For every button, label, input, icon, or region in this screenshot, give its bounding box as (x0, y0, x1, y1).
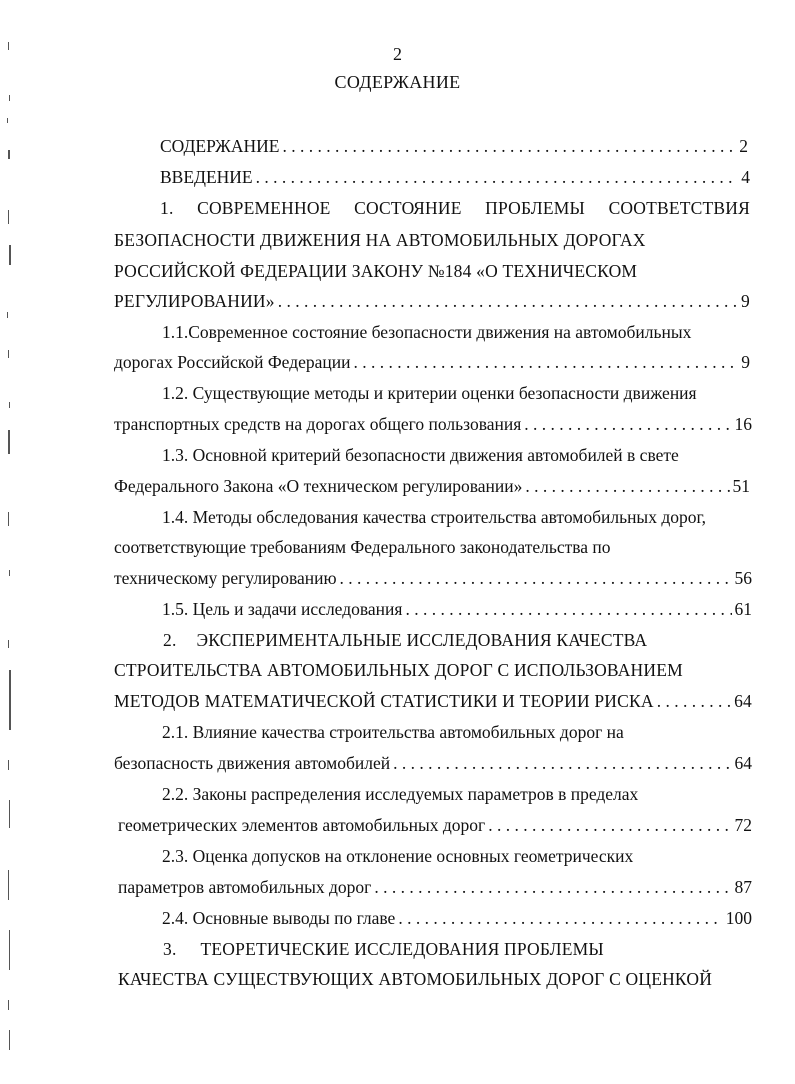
leader-dots (405, 597, 731, 621)
toc-page-number: 4 (741, 167, 750, 187)
toc-entry-text: соответствующие требованиям Федерального законодательства по (114, 537, 611, 557)
toc-entry-text: Федерального Закона «О техническом регулировании» (114, 476, 523, 496)
toc-entry-text: ВВЕДЕНИЕ (160, 167, 253, 187)
toc-entry-text: 2.4. Основные выводы по главе (162, 908, 396, 928)
toc-entry-text: геометрических элементов автомобильных дорог (118, 815, 486, 835)
toc-section-1-4-line-2[interactable] (114, 535, 611, 559)
toc-section-2-2-line-1[interactable] (162, 782, 638, 806)
toc-entry-text: 2.1. Влияние качества строительства автомобильных дорог на (162, 722, 624, 742)
leader-dots (374, 875, 731, 899)
toc-entry-text: транспортных средств на дорогах общего пользования (114, 414, 522, 434)
toc-chapter-1-line-2[interactable] (114, 228, 646, 252)
toc-chapter-2-line-3[interactable] (114, 689, 752, 713)
toc-entry-contents[interactable] (160, 134, 748, 158)
leader-dots (340, 566, 732, 590)
chapter-word: СОВРЕМЕННОЕ (197, 198, 331, 218)
toc-section-2-3-line-1[interactable] (162, 844, 633, 868)
toc-chapter-2-line-1[interactable] (163, 628, 647, 652)
chapter-word: СООТВЕТСТВИЯ (608, 198, 750, 218)
toc-section-2-1-line-1[interactable] (162, 720, 624, 744)
chapter-word: СОСТОЯНИЕ (354, 198, 462, 218)
toc-chapter-2-line-2[interactable] (114, 658, 683, 682)
leader-dots (524, 412, 731, 436)
toc-section-2-3-line-2[interactable] (118, 875, 752, 899)
toc-page-number: 100 (725, 908, 752, 928)
toc-entry-text: ЭКСПЕРИМЕНТАЛЬНЫЕ ИССЛЕДОВАНИЯ КАЧЕСТВА (196, 630, 648, 650)
toc-entry-text: 1.4. Методы обследования качества строительства автомобильных дорог, (162, 507, 707, 527)
toc-entry-text: БЕЗОПАСНОСТИ ДВИЖЕНИЯ НА АВТОМОБИЛЬНЫХ ДОРОГАХ (114, 230, 646, 250)
toc-page-number: 56 (734, 568, 752, 588)
toc-section-2-4[interactable] (162, 906, 752, 930)
toc-page-number: 61 (734, 599, 752, 619)
toc-entry-text: 2.2. Законы распределения исследуемых параметров в пределах (162, 784, 639, 804)
leader-dots (488, 813, 731, 837)
toc-chapter-3-line-1[interactable] (163, 937, 604, 961)
chapter-number: 3. (163, 939, 177, 959)
toc-page-number: 64 (734, 691, 752, 711)
leader-dots (278, 289, 738, 313)
toc-page-number: 2 (739, 136, 748, 156)
toc-page-number: 9 (741, 291, 750, 311)
page-number: 2 (393, 44, 402, 64)
toc-section-2-2-line-2[interactable] (118, 813, 752, 837)
leader-dots (525, 474, 729, 498)
toc-page-number: 16 (734, 414, 752, 434)
scan-edge-specks (0, 0, 30, 1079)
leader-dots (354, 350, 739, 374)
toc-entry-text: 1.1.Современное состояние безопасности движения на автомобильных (162, 322, 692, 342)
page-title: СОДЕРЖАНИЕ (334, 72, 461, 92)
toc-chapter-1-line-1[interactable] (160, 196, 750, 220)
toc-section-1-1-line-1[interactable] (162, 320, 691, 344)
toc-section-1-3-line-1[interactable] (162, 443, 679, 467)
toc-entry-text: 1.2. Существующие методы и критерии оценки безопасности движения (162, 383, 697, 403)
toc-page-number: 51 (732, 476, 750, 496)
toc-chapter-1-line-4[interactable] (114, 289, 750, 313)
toc-section-1-5[interactable] (162, 597, 752, 621)
toc-entry-text: дорогах Российской Федерации (114, 352, 351, 372)
leader-dots (657, 689, 731, 713)
toc-entry-text: РОССИЙСКОЙ ФЕДЕРАЦИИ ЗАКОНУ №184 «О ТЕХНИЧЕСКОМ (114, 261, 638, 281)
toc-entry-text: 2.3. Оценка допусков на отклонение основных геометрических (162, 846, 634, 866)
toc-entry-text: 1.5. Цель и задачи исследования (162, 599, 403, 619)
toc-section-1-2-line-2[interactable] (114, 412, 752, 436)
leader-dots (398, 906, 722, 930)
toc-entry-text: безопасность движения автомобилей (114, 753, 391, 773)
toc-entry-text: СТРОИТЕЛЬСТВА АВТОМОБИЛЬНЫХ ДОРОГ С ИСПОЛЬЗОВАНИЕМ (114, 660, 683, 680)
toc-entry-text: МЕТОДОВ МАТЕМАТИЧЕСКОЙ СТАТИСТИКИ И ТЕОРИИ РИСКА (114, 691, 654, 711)
toc-entry-text: техническому регулированию (114, 568, 337, 588)
toc-entry-text: ТЕОРЕТИЧЕСКИЕ ИССЛЕДОВАНИЯ ПРОБЛЕМЫ (200, 939, 604, 959)
toc-chapter-1-line-3[interactable] (114, 259, 637, 283)
leader-dots (393, 751, 731, 775)
toc-section-1-3-line-2[interactable] (114, 474, 750, 498)
chapter-word: ПРОБЛЕМЫ (485, 198, 585, 218)
toc-entry-introduction[interactable] (160, 165, 750, 189)
toc-entry-text: КАЧЕСТВА СУЩЕСТВУЮЩИХ АВТОМОБИЛЬНЫХ ДОРОГ С ОЦЕНКОЙ (118, 969, 713, 989)
leader-dots (282, 134, 736, 158)
toc-entry-text: РЕГУЛИРОВАНИИ» (114, 291, 275, 311)
toc-section-1-2-line-1[interactable] (162, 381, 697, 405)
toc-section-2-1-line-2[interactable] (114, 751, 752, 775)
toc-page-number: 9 (741, 352, 750, 372)
toc-page-number: 72 (734, 815, 752, 835)
toc-section-1-4-line-1[interactable] (162, 505, 706, 529)
scan-noise-graphic (0, 0, 30, 1079)
chapter-number: 2. (163, 630, 177, 650)
toc-page-number: 87 (734, 877, 752, 897)
leader-dots (256, 165, 739, 189)
toc-entry-text: параметров автомобильных дорог (118, 877, 372, 897)
toc-chapter-3-line-2[interactable] (118, 967, 712, 991)
toc-page-number: 64 (734, 753, 752, 773)
toc-section-1-4-line-3[interactable] (114, 566, 752, 590)
toc-entry-text: 1.3. Основной критерий безопасности движения автомобилей в свете (162, 445, 679, 465)
toc-section-1-1-line-2[interactable] (114, 350, 750, 374)
chapter-number: 1. (160, 198, 174, 218)
toc-entry-text: СОДЕРЖАНИЕ (160, 136, 280, 156)
